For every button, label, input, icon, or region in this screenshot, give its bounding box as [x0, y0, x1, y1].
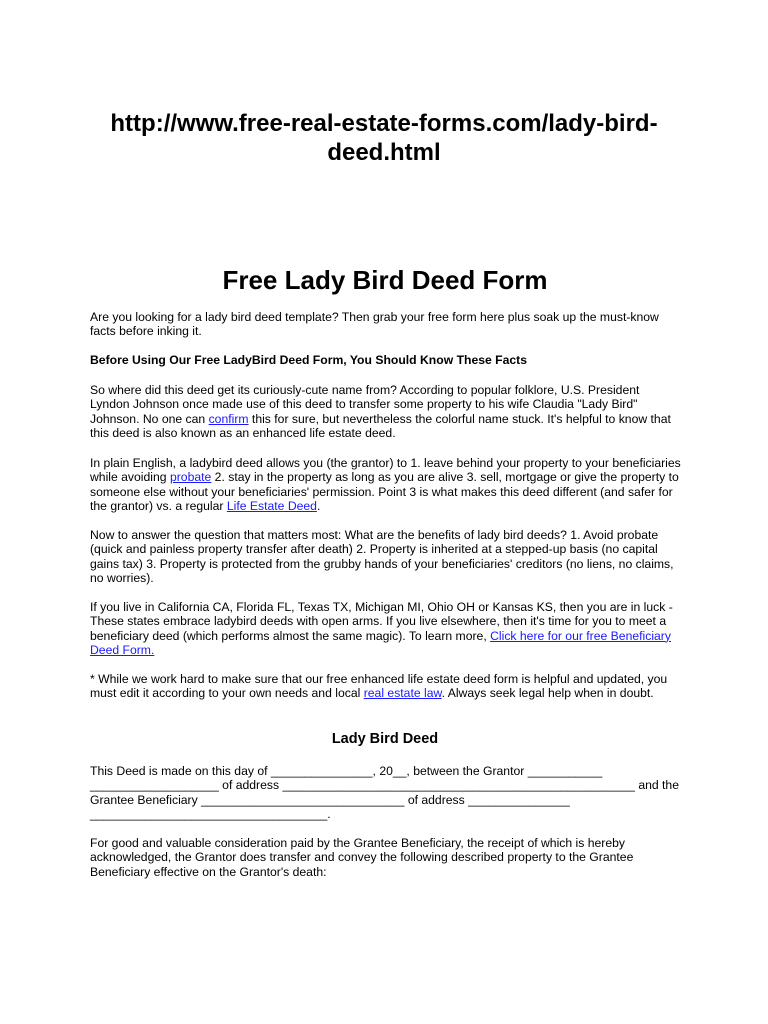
intro-paragraph: Are you looking for a lady bird deed template? Then grab your free form here plus soak up the must-know facts before inking it.: [90, 310, 659, 339]
deed-consideration-paragraph: For good and valuable consideration paid by the Grantee Beneficiary, the receipt of which is hereby acknowledged, the Grantor does transfer and convey the following described property to the Grantee Beneficiary effective on the Grantor's death:: [90, 836, 634, 879]
page-title: Free Lady Bird Deed Form: [222, 265, 548, 295]
paragraph-text: .: [316, 498, 321, 513]
disclaimer-paragraph: [90, 672, 682, 701]
plain-english-paragraph: [90, 456, 682, 513]
facts-heading: Before Using Our Free LadyBird Deed Form, You Should Know These Facts: [90, 353, 528, 367]
deed-heading: Lady Bird Deed: [331, 731, 439, 747]
probate-link[interactable]: probate: [169, 470, 212, 485]
confirm-link[interactable]: confirm: [208, 411, 249, 426]
paragraph-text: 2. stay in the property as long as you are alive 3. sell, mortgage or give the property to someone else without your beneficiaries' permission. Point 3 is what makes this deed different (and safer for the grantor) vs. a regular: [90, 470, 679, 513]
beneficiary-deed-form-link[interactable]: Click here for our free Beneficiary Deed Form.: [90, 628, 671, 657]
paragraph-text: . Always seek legal help when in doubt.: [441, 686, 654, 701]
paragraph-text: * While we work hard to make sure that our free enhanced life estate deed form is helpful and updated, you must edit it according to your own needs and local: [90, 672, 668, 701]
url-title: http://www.free-real-estate-forms.com/lady-bird-deed.html: [110, 110, 658, 166]
paragraph-text: So where did this deed get its curiously-cute name from? According to popular folklore, U.S. President Lyndon Johnson once made use of this deed to transfer some property to his wife Claudia "Lady Bird" Johnson. No one can: [90, 383, 640, 426]
name-origin-paragraph: [90, 383, 682, 440]
real-estate-law-link[interactable]: real estate law: [363, 686, 442, 701]
paragraph-text: this for sure, but nevertheless the colorful name stuck. It's helpful to know that this deed is also known as an enhanced life estate deed.: [90, 411, 671, 440]
paragraph-text: If you live in California CA, Florida FL, Texas TX, Michigan MI, Ohio OH or Kansas KS, then you are in luck - These states embrace ladybird deeds with open arms. If you live elsewhere, then it's time for you to meet a beneficiary deed (which performs almost the same magic). To learn more,: [90, 600, 673, 643]
paragraph-text: In plain English, a ladybird deed allows you (the grantor) to 1. leave behind your property to your beneficiaries while avoiding: [90, 456, 681, 485]
life-estate-deed-link[interactable]: Life Estate Deed: [226, 498, 317, 513]
deed-parties-paragraph: This Deed is made on this day of _______________, 20__, between the Grantor ___________ ___________________ of address ____________________________________________________ and the Grantee Beneficiary ______________________________ of address _______________ ___________________________________.: [90, 764, 679, 821]
states-paragraph: [90, 600, 682, 657]
benefits-paragraph: Now to answer the question that matters most: What are the benefits of lady bird deeds? 1. Avoid probate (quick and painless property transfer after death) 2. Property is inherited at a stepped-up basis (no capital gains tax) 3. Property is protected from the grubby hands of your beneficiaries' creditors (no liens, no claims, no worries).: [90, 528, 674, 585]
